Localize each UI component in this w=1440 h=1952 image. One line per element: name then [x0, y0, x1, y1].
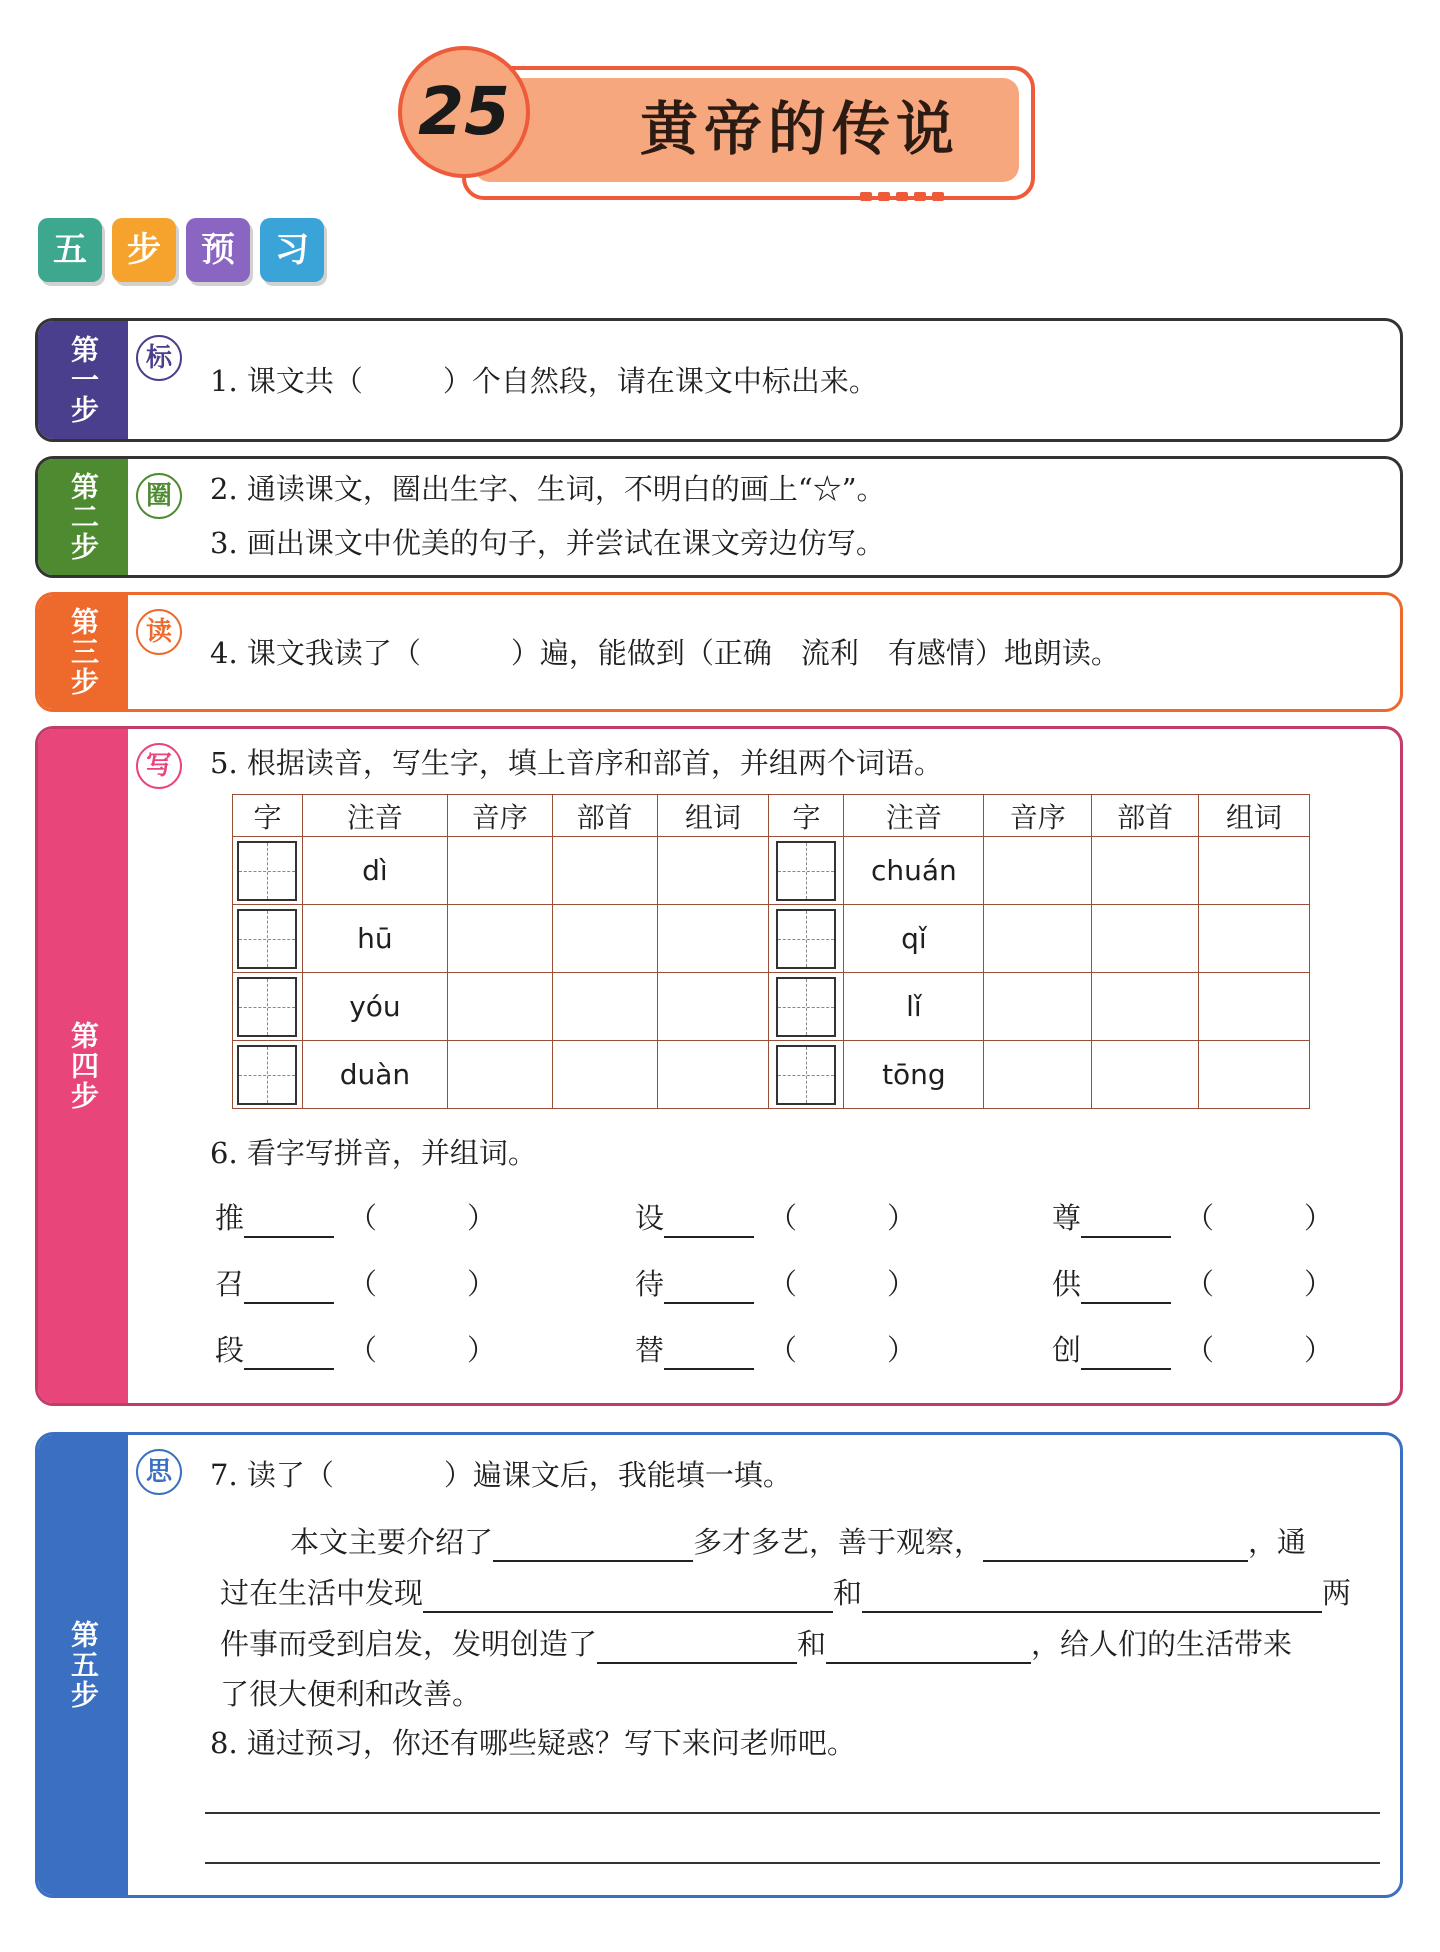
table-row — [233, 837, 1310, 905]
step4-tab: 第四步 — [38, 729, 128, 1403]
header-cell: 注音 — [302, 795, 447, 837]
header-cell: 组词 — [657, 795, 769, 837]
step5-box — [35, 1432, 1403, 1898]
yinxu-cell[interactable] — [447, 905, 552, 973]
step1-badge: 标 — [136, 335, 182, 381]
q6-pinyin-line[interactable] — [1081, 1340, 1171, 1370]
yinxu-cell[interactable] — [447, 837, 552, 905]
table-row — [233, 973, 1310, 1041]
q6-item: 推 （ ） — [215, 1198, 496, 1238]
bushou-cell[interactable] — [1092, 905, 1199, 973]
bushou-cell[interactable] — [1092, 1041, 1199, 1109]
step2-tab: 第二步 — [38, 459, 128, 575]
char-cell[interactable] — [233, 905, 303, 973]
pinyin-table — [232, 794, 1310, 1109]
char-cell[interactable] — [769, 837, 844, 905]
table-row — [233, 905, 1310, 973]
char-cell[interactable] — [233, 837, 303, 905]
tianzige-grid — [776, 1045, 836, 1105]
bushou-cell[interactable] — [552, 905, 657, 973]
step5-tab: 第五步 — [38, 1435, 128, 1895]
header-cell: 字 — [233, 795, 303, 837]
answer-line-2[interactable] — [205, 1862, 1380, 1864]
q6-item: 创 （ ） — [1052, 1330, 1333, 1370]
question-3: 3. 画出课文中优美的句子，并尝试在课文旁边仿写。 — [210, 526, 885, 560]
header-cell: 部首 — [552, 795, 657, 837]
yinxu-cell[interactable] — [447, 973, 552, 1041]
title-banner — [418, 60, 1035, 200]
bushou-cell[interactable] — [552, 973, 657, 1041]
zuci-cell[interactable] — [657, 905, 769, 973]
tianzige-grid — [237, 1045, 297, 1105]
header-cell: 组词 — [1199, 795, 1310, 837]
char-cell[interactable] — [233, 973, 303, 1041]
q7-fill-1[interactable] — [493, 1532, 693, 1562]
q7-line-1: 本文主要介绍了 多才多艺，善于观察， ，通 — [290, 1522, 1306, 1562]
header-cell: 字 — [769, 795, 844, 837]
question-8: 8. 通过预习，你还有哪些疑惑？写下来问老师吧。 — [210, 1726, 856, 1760]
zuci-cell[interactable] — [657, 973, 769, 1041]
step3-tab: 第三步 — [38, 595, 128, 709]
pinyin-cell: lǐ — [844, 973, 984, 1041]
step5-badge: 思 — [136, 1449, 182, 1495]
char-cell[interactable] — [769, 1041, 844, 1109]
bushou-cell[interactable] — [552, 837, 657, 905]
tile-3: 预 — [186, 218, 250, 282]
q7-fill-6[interactable] — [826, 1634, 1031, 1664]
char-cell[interactable] — [769, 905, 844, 973]
tile-4: 习 — [260, 218, 324, 282]
q7-line-3: 件事而受到启发，发明创造了 和 ，给人们的生活带来 — [220, 1624, 1292, 1664]
lesson-title: 黄帝的传说 — [639, 95, 960, 163]
pinyin-cell: hū — [302, 905, 447, 973]
pinyin-cell: yóu — [302, 973, 447, 1041]
answer-line-1[interactable] — [205, 1812, 1380, 1814]
zuci-cell[interactable] — [1199, 1041, 1310, 1109]
zuci-cell[interactable] — [657, 1041, 769, 1109]
tile-2: 步 — [112, 218, 176, 282]
question-5: 5. 根据读音，写生字，填上音序和部首，并组两个词语。 — [210, 746, 943, 780]
question-6: 6. 看字写拼音，并组词。 — [210, 1136, 537, 1170]
table-header-row — [233, 795, 1310, 837]
bushou-cell[interactable] — [552, 1041, 657, 1109]
q6-pinyin-line[interactable] — [244, 1208, 334, 1238]
char-cell[interactable] — [233, 1041, 303, 1109]
q6-item: 段 （ ） — [215, 1330, 496, 1370]
table-row — [233, 1041, 1310, 1109]
question-7: 7. 读了（ ）遍课文后，我能填一填。 — [210, 1458, 792, 1492]
zuci-cell[interactable] — [1199, 837, 1310, 905]
tile-1: 五 — [38, 218, 102, 282]
q6-item: 设 （ ） — [635, 1198, 916, 1238]
yinxu-cell[interactable] — [984, 905, 1092, 973]
yinxu-cell[interactable] — [984, 837, 1092, 905]
q6-pinyin-line[interactable] — [664, 1274, 754, 1304]
header-cell: 注音 — [844, 795, 984, 837]
tianzige-grid — [776, 977, 836, 1037]
yinxu-cell[interactable] — [984, 1041, 1092, 1109]
pinyin-cell: qǐ — [844, 905, 984, 973]
q6-pinyin-line[interactable] — [244, 1274, 334, 1304]
lesson-number-badge: 25 — [398, 46, 530, 178]
q6-item: 召 （ ） — [215, 1264, 496, 1304]
char-cell[interactable] — [769, 973, 844, 1041]
tianzige-grid — [776, 841, 836, 901]
pinyin-cell: chuán — [844, 837, 984, 905]
q6-pinyin-line[interactable] — [664, 1208, 754, 1238]
q6-item: 替 （ ） — [635, 1330, 916, 1370]
q6-item: 尊 （ ） — [1052, 1198, 1333, 1238]
q7-line-4: 了很大便利和改善。 — [220, 1677, 482, 1711]
step1-tab: 第一步 — [38, 321, 128, 439]
q7-fill-3[interactable] — [423, 1583, 833, 1613]
pinyin-cell: tōng — [844, 1041, 984, 1109]
five-step-label — [38, 218, 324, 282]
step4-badge: 写 — [136, 743, 182, 789]
zuci-cell[interactable] — [657, 837, 769, 905]
zuci-cell[interactable] — [1199, 973, 1310, 1041]
bushou-cell[interactable] — [1092, 837, 1199, 905]
step3-box — [35, 592, 1403, 712]
question-1: 1. 课文共（ ）个自然段，请在课文中标出来。 — [210, 364, 878, 398]
tianzige-grid — [237, 977, 297, 1037]
question-4: 4. 课文我读了（ ）遍，能做到（正确 流利 有感情）地朗读。 — [210, 636, 1120, 670]
step2-box — [35, 456, 1403, 578]
q7-fill-4[interactable] — [862, 1583, 1322, 1613]
step2-badge: 圈 — [136, 473, 182, 519]
q7-fill-2[interactable] — [983, 1532, 1248, 1562]
q6-item: 待 （ ） — [635, 1264, 916, 1304]
q6-pinyin-line[interactable] — [244, 1340, 334, 1370]
title-dots — [860, 192, 944, 201]
step3-badge: 读 — [136, 609, 182, 655]
step1-box — [35, 318, 1403, 442]
pinyin-cell: dì — [302, 837, 447, 905]
header-cell: 音序 — [984, 795, 1092, 837]
header-cell: 音序 — [447, 795, 552, 837]
yinxu-cell[interactable] — [447, 1041, 552, 1109]
yinxu-cell[interactable] — [984, 973, 1092, 1041]
tianzige-grid — [237, 909, 297, 969]
q7-fill-5[interactable] — [597, 1634, 797, 1664]
q6-pinyin-line[interactable] — [1081, 1274, 1171, 1304]
pinyin-cell: duàn — [302, 1041, 447, 1109]
q6-pinyin-line[interactable] — [1081, 1208, 1171, 1238]
q6-pinyin-line[interactable] — [664, 1340, 754, 1370]
tianzige-grid — [237, 841, 297, 901]
q7-line-2: 过在生活中发现 和 两 — [220, 1573, 1351, 1613]
q6-item: 供 （ ） — [1052, 1264, 1333, 1304]
question-2: 2. 通读课文，圈出生字、生词，不明白的画上“☆”。 — [210, 472, 886, 506]
zuci-cell[interactable] — [1199, 905, 1310, 973]
header-cell: 部首 — [1092, 795, 1199, 837]
tianzige-grid — [776, 909, 836, 969]
bushou-cell[interactable] — [1092, 973, 1199, 1041]
